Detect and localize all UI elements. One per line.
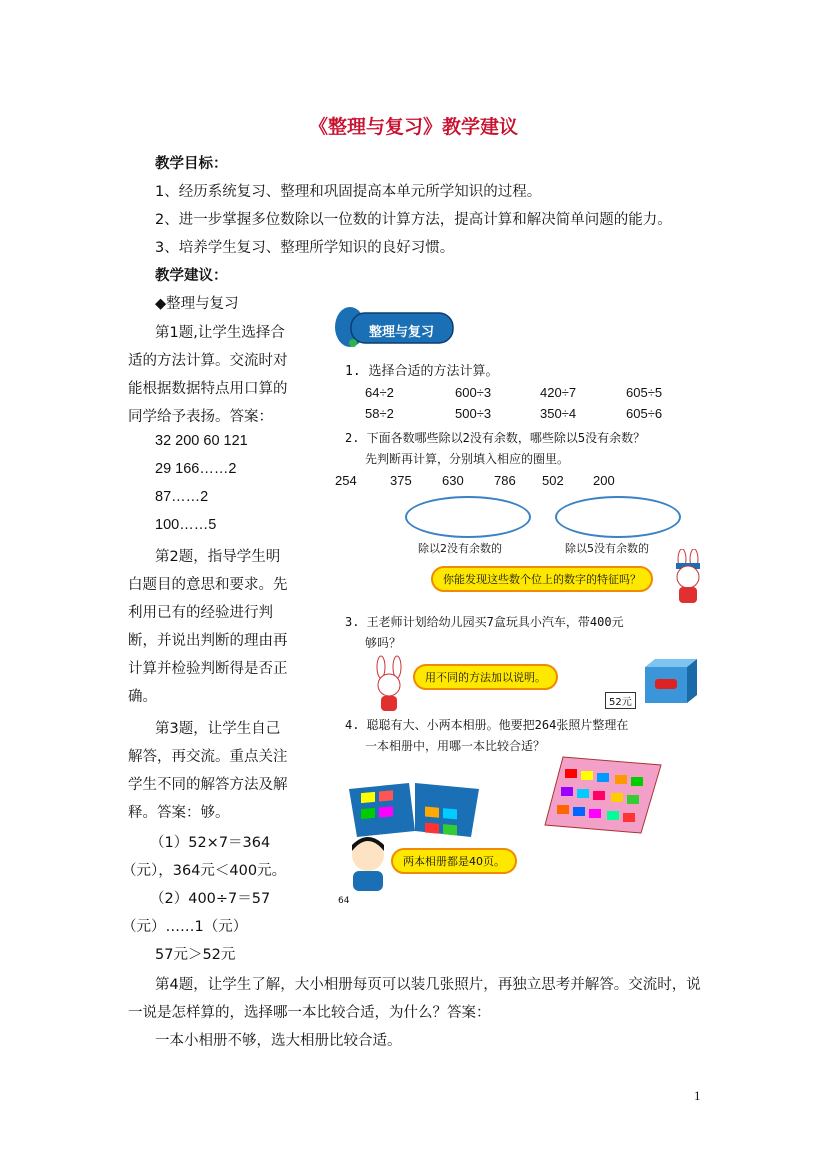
answer-line: 57元＞52元 — [155, 947, 236, 963]
number-item: 254 — [335, 473, 357, 488]
q4-note: 一说是怎样算的，选择哪一本比较合适，为什么？答案： — [128, 1005, 491, 1021]
toy-box-icon — [639, 657, 699, 705]
book-page-number: 64 — [338, 896, 350, 906]
q3-note: 第3题，让学生自己 — [155, 721, 281, 737]
q4-note: 第4题，让学生了解，大小相册每页可以装几张照片，再独立思考并解答。交流时，说 — [155, 977, 701, 993]
calc-item: 605÷5 — [626, 385, 663, 400]
goal-item: 1、经历系统复习、整理和巩固提高本单元所学知识的过程。 — [155, 184, 542, 200]
answer-line: 32 200 60 121 — [155, 433, 248, 449]
q2-note: 白题目的意思和要求。先 — [128, 577, 288, 593]
answer-line: （2）400÷7＝57 — [150, 891, 271, 907]
answer-line: 29 166……2 — [155, 461, 237, 477]
small-album-icon — [339, 769, 489, 841]
rabbit-icon — [668, 549, 708, 607]
q2-note: 利用已有的经验进行判 — [128, 605, 273, 621]
calc-item: 605÷6 — [626, 406, 663, 421]
q1-note: 同学给予表扬。答案： — [128, 409, 273, 425]
section-heading: ◆整理与复习 — [155, 296, 239, 312]
number-item: 200 — [593, 473, 615, 488]
q4-text: 一本相册中，用哪一本比较合适？ — [365, 739, 546, 753]
goal-item: 2、进一步掌握多位数除以一位数的计算方法，提高计算和解决简单问题的能力。 — [155, 212, 672, 228]
boy-avatar-icon — [343, 833, 393, 893]
textbook-figure — [333, 303, 713, 908]
calc-item: 350÷4 — [540, 406, 577, 421]
answer-ellipse — [405, 496, 531, 538]
speech-bubble: 两本相册都是40页。 — [391, 848, 517, 874]
q4-text: 4. 聪聪有大、小两本相册。他要把264张照片整理在 — [345, 718, 629, 732]
advice-heading: 教学建议： — [155, 268, 228, 284]
ellipse-label: 除以2没有余数的 — [418, 542, 502, 555]
q2-text: 2. 下面各数哪些除以2没有余数，哪些除以5没有余数？ — [345, 431, 646, 445]
q3-note: 释。答案：够。 — [128, 805, 230, 821]
ellipse-label: 除以5没有余数的 — [565, 542, 649, 555]
price-tag: 52元 — [605, 692, 636, 709]
calc-item: 600÷3 — [455, 385, 492, 400]
q2-text: 先判断再计算，分别填入相应的圈里。 — [365, 452, 570, 466]
q3-text: 3. 王老师计划给幼儿园买7盒玩具小汽车，带400元 — [345, 615, 624, 629]
goal-heading: 教学目标： — [155, 156, 228, 172]
answer-line: 87……2 — [155, 489, 209, 505]
answer-line: （元），364元＜400元。 — [122, 863, 287, 879]
q2-note: 断，并说出判断的理由再 — [128, 633, 288, 649]
q3-text: 够吗？ — [365, 636, 402, 650]
q1-note: 能根据数据特点用口算的 — [128, 381, 288, 397]
calc-item: 64÷2 — [365, 385, 394, 400]
q1-note: 第1题,让学生选择合 — [155, 325, 285, 341]
goal-item: 3、培养学生复习、整理所学知识的良好习惯。 — [155, 240, 455, 256]
q2-note: 确。 — [128, 689, 157, 705]
calc-item: 58÷2 — [365, 406, 394, 421]
page-title: 《整理与复习》教学建议 — [308, 116, 518, 138]
number-item: 786 — [494, 473, 516, 488]
calc-item: 500÷3 — [455, 406, 492, 421]
calc-item: 420÷7 — [540, 385, 577, 400]
speech-bubble: 你能发现这些数个位上的数字的特征吗？ — [431, 566, 653, 592]
page-number: 1 — [694, 1088, 701, 1103]
big-album-icon — [541, 755, 666, 837]
number-item: 630 — [442, 473, 464, 488]
answer-ellipse — [555, 496, 681, 538]
number-item: 502 — [542, 473, 564, 488]
q2-note: 第2题，指导学生明 — [155, 549, 281, 565]
banner-title: 整理与复习 — [369, 325, 435, 340]
q4-answer: 一本小相册不够，选大相册比较合适。 — [155, 1033, 402, 1049]
q3-note: 解答，再交流。重点关注 — [128, 749, 288, 765]
speech-bubble: 用不同的方法加以说明。 — [413, 664, 558, 690]
answer-line: （1）52×7＝364 — [150, 835, 271, 851]
q3-note: 学生不同的解答方法及解 — [128, 777, 288, 793]
q2-note: 计算并检验判断得是否正 — [128, 661, 288, 677]
answer-line: 100……5 — [155, 517, 217, 533]
number-item: 375 — [390, 473, 412, 488]
q1-note: 适的方法计算。交流时对 — [128, 353, 288, 369]
answer-line: （元）……1（元） — [122, 919, 248, 935]
q1-text: 1. 选择合适的方法计算。 — [345, 364, 499, 379]
rabbit-icon — [369, 655, 409, 715]
